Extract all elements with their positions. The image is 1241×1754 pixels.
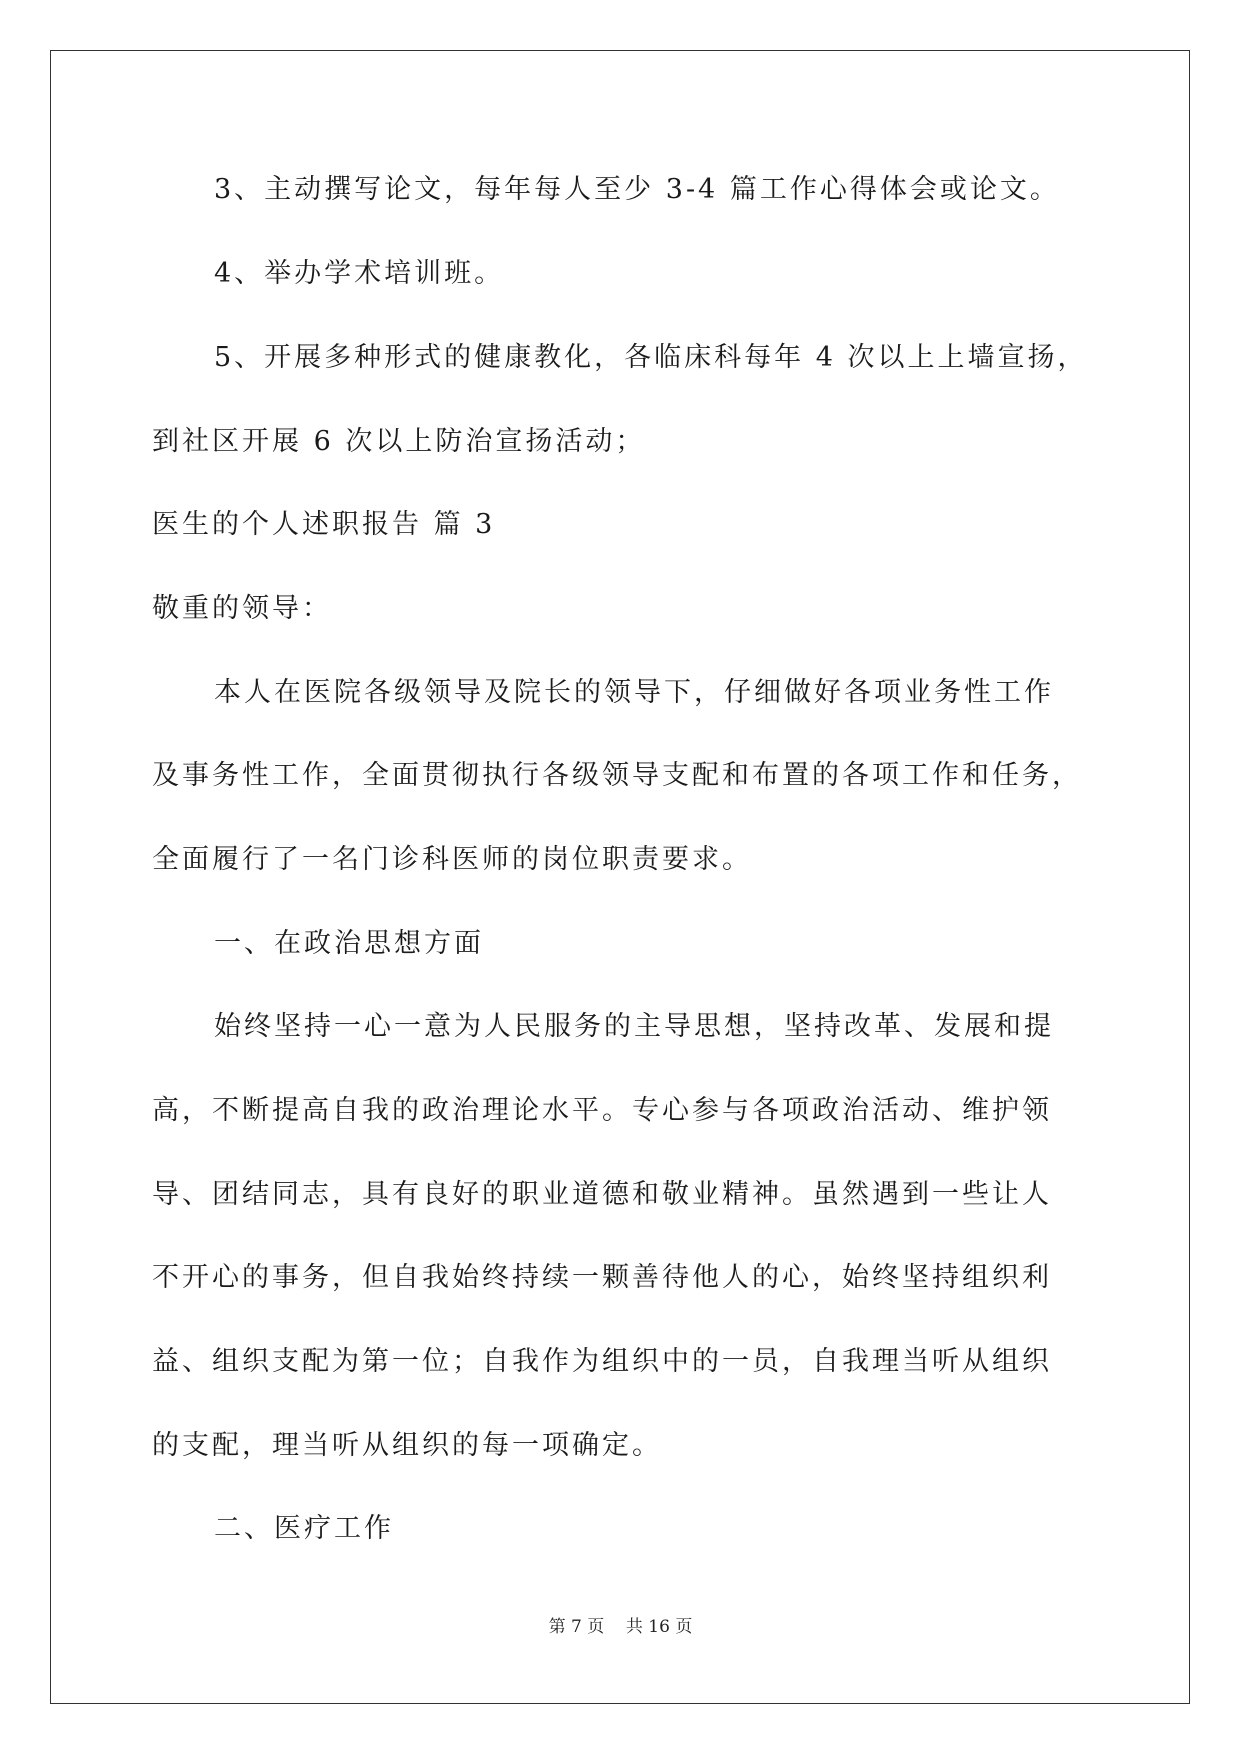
subheading: 一、在政治思想方面	[214, 928, 484, 959]
paragraph-line: 本人在医院各级领导及院长的领导下，仔细做好各项业务性工作	[214, 677, 1054, 708]
paragraph-line: 导、团结同志，具有良好的职业道德和敬业精神。虽然遇到一些让人	[152, 1179, 1052, 1210]
salutation: 敬重的领导：	[152, 593, 332, 624]
paragraph-line: 及事务性工作，全面贯彻执行各级领导支配和布置的各项工作和任务，	[152, 760, 1082, 791]
paragraph-line: 5、开展多种形式的健康教化，各临床科每年 4 次以上上墙宣扬，	[214, 342, 1088, 373]
paragraph-line: 的支配，理当听从组织的每一项确定。	[152, 1430, 662, 1461]
paragraph-line: 不开心的事务，但自我始终持续一颗善待他人的心，始终坚持组织利	[152, 1262, 1052, 1293]
subheading: 二、医疗工作	[214, 1513, 394, 1544]
paragraph-line: 高，不断提高自我的政治理论水平。专心参与各项政治活动、维护领	[152, 1095, 1052, 1126]
paragraph-line: 到社区开展 6 次以上防治宣扬活动；	[152, 426, 646, 457]
paragraph-line: 全面履行了一名门诊科医师的岗位职责要求。	[152, 844, 752, 875]
paragraph-line: 益、组织支配为第一位；自我作为组织中的一员，自我理当听从组织	[152, 1346, 1052, 1377]
section-title: 医生的个人述职报告 篇 3	[152, 509, 496, 540]
paragraph-line: 3、主动撰写论文，每年每人至少 3-4 篇工作心得体会或论文。	[214, 174, 1060, 205]
paragraph-line: 始终坚持一心一意为人民服务的主导思想，坚持改革、发展和提	[214, 1011, 1054, 1042]
page-footer: 第 7 页 共 16 页	[548, 1617, 693, 1637]
paragraph-line: 4、举办学术培训班。	[214, 258, 505, 289]
